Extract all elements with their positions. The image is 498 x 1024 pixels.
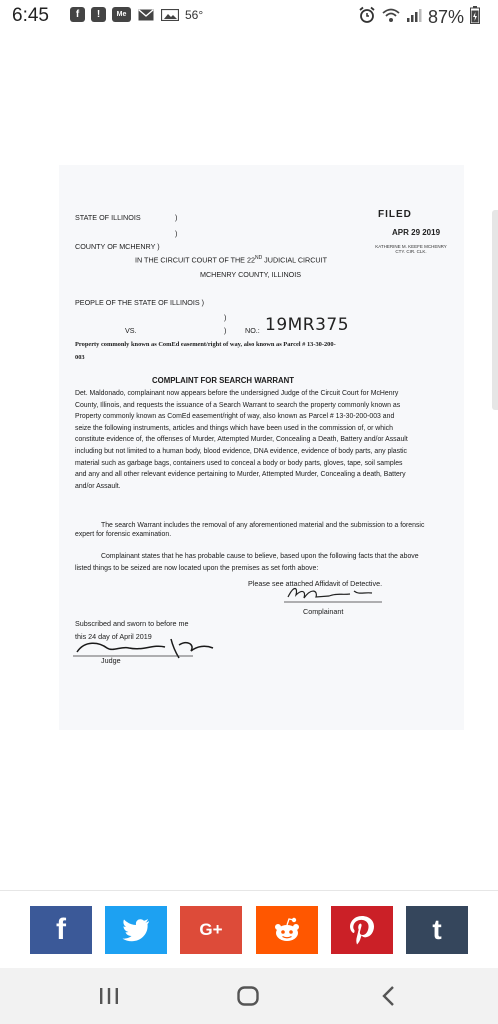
facebook-icon: f — [70, 7, 85, 22]
reddit-icon — [272, 917, 302, 943]
county-caption: MCHENRY COUNTY, ILLINOIS — [200, 270, 302, 279]
twitter-share-button[interactable] — [105, 906, 167, 954]
caption-paren: ) — [224, 313, 227, 322]
share-bar — [0, 890, 498, 969]
case-number: 19MR375 — [265, 315, 350, 335]
clerk-stamp: KATHERINE M. KEEFE MCHENRY CTY. CIR. CLK. — [375, 244, 447, 254]
pinterest-share-button[interactable] — [331, 906, 393, 954]
county-line: COUNTY OF MCHENRY ) — [75, 242, 160, 251]
google-plus-icon: G+ — [199, 920, 223, 939]
battery-percent: 87% — [427, 7, 464, 27]
notification-icons — [70, 7, 203, 22]
twitter-icon — [122, 918, 150, 942]
tumblr-share-button[interactable] — [406, 906, 468, 954]
navigation-bar — [0, 968, 498, 1024]
complaint-title: COMPLAINT FOR SEARCH WARRANT — [152, 376, 295, 385]
complainant-label: Complainant — [303, 607, 344, 616]
filed-stamp: FILED — [378, 209, 412, 220]
status-time: 6:45 — [12, 5, 49, 26]
back-icon — [381, 985, 397, 1007]
complainant-signature — [284, 583, 384, 605]
judge-label: Judge — [101, 656, 121, 665]
subscribed-line: Subscribed and sworn to before me — [75, 619, 189, 628]
reddit-share-button[interactable] — [256, 906, 318, 954]
court-line-pre: IN THE CIRCUIT COURT OF THE 22 — [135, 255, 255, 265]
back-button[interactable] — [374, 982, 404, 1010]
home-button[interactable] — [233, 982, 263, 1010]
court-line — [135, 255, 327, 264]
case-no-label: NO.: — [245, 326, 260, 335]
date-sworn-line: this 24 day of April 2019 — [75, 632, 152, 641]
caption-paren: ) — [175, 213, 178, 222]
home-icon — [236, 985, 260, 1007]
battery-icon — [470, 6, 480, 29]
recent-apps-icon — [98, 986, 120, 1006]
scanned-document — [59, 165, 464, 730]
vs-label: VS. — [125, 326, 137, 335]
complaint-body: Det. Maldonado, complainant now appears before the undersigned Judge of the Circuit Court for McHenry County, Illinois, and requests the issuance of a Search Warrant to search the property commonly known as Property commonly known as ComEd easement/right of way, also known as Parcel # 13-30-200-003 and seize the following instruments, articles and things which have been used in the commission of, or which constitute evidence of, the offenses of Murder, Attempted Murder, Concealing a Death, Battery and/or Assault including but not limited to a human body, blood evidence, DNA evidence, evidence of body parts, any plastic material such as garbage bags, containers used to conceal a body or body parts, gloves, tape, soil samples and any and all other relevant evidence pertaining to Murder, Attempted Murder, Concealing a death, Battery and/or Assault. — [75, 390, 408, 490]
messenger-icon: Me — [112, 7, 131, 22]
status-bar — [0, 0, 498, 34]
probable-cause-paragraph: Complainant states that he has probable cause to believe, based upon the following facts that the above listed things to be seized are now located upon the premises as set forth above: — [75, 553, 419, 572]
affidavit-line: Please see attached Affidavit of Detective. — [248, 579, 383, 588]
google-plus-share-button[interactable] — [180, 906, 242, 954]
caption-paren: ) — [224, 326, 227, 335]
people-line: PEOPLE OF THE STATE OF ILLINOIS ) — [75, 298, 205, 307]
judge-signature — [73, 636, 223, 662]
removal-paragraph: The search Warrant includes the removal of any aforementioned material and the submission to a forensic expert for forensic examination. — [75, 522, 425, 538]
facebook-icon: f — [56, 913, 66, 946]
photo-icon — [161, 8, 179, 22]
court-line-post: JUDICIAL CIRCUIT — [262, 255, 328, 265]
property-line: 003 — [75, 354, 85, 361]
tumblr-icon: t — [432, 914, 442, 945]
weather-temperature: 56° — [185, 7, 204, 22]
property-line: Property commonly known as ComEd easement/right of way, also known as Parcel # 13-30-200- — [75, 341, 336, 348]
pinterest-icon — [349, 915, 375, 945]
recent-apps-button[interactable] — [94, 982, 124, 1010]
edge-panel-handle[interactable] — [492, 210, 498, 410]
signal-icon — [406, 8, 422, 27]
alarm-icon — [358, 6, 376, 29]
court-line-sup: ND — [254, 255, 263, 261]
email-icon — [137, 8, 155, 22]
caption-paren: ) — [175, 229, 178, 238]
wifi-icon — [382, 7, 400, 28]
facebook-share-button[interactable] — [30, 906, 92, 954]
alert-icon: ! — [91, 7, 106, 22]
filed-date: APR 29 2019 — [392, 228, 441, 237]
state-line: STATE OF ILLINOIS — [75, 213, 141, 222]
system-icons — [358, 6, 480, 29]
